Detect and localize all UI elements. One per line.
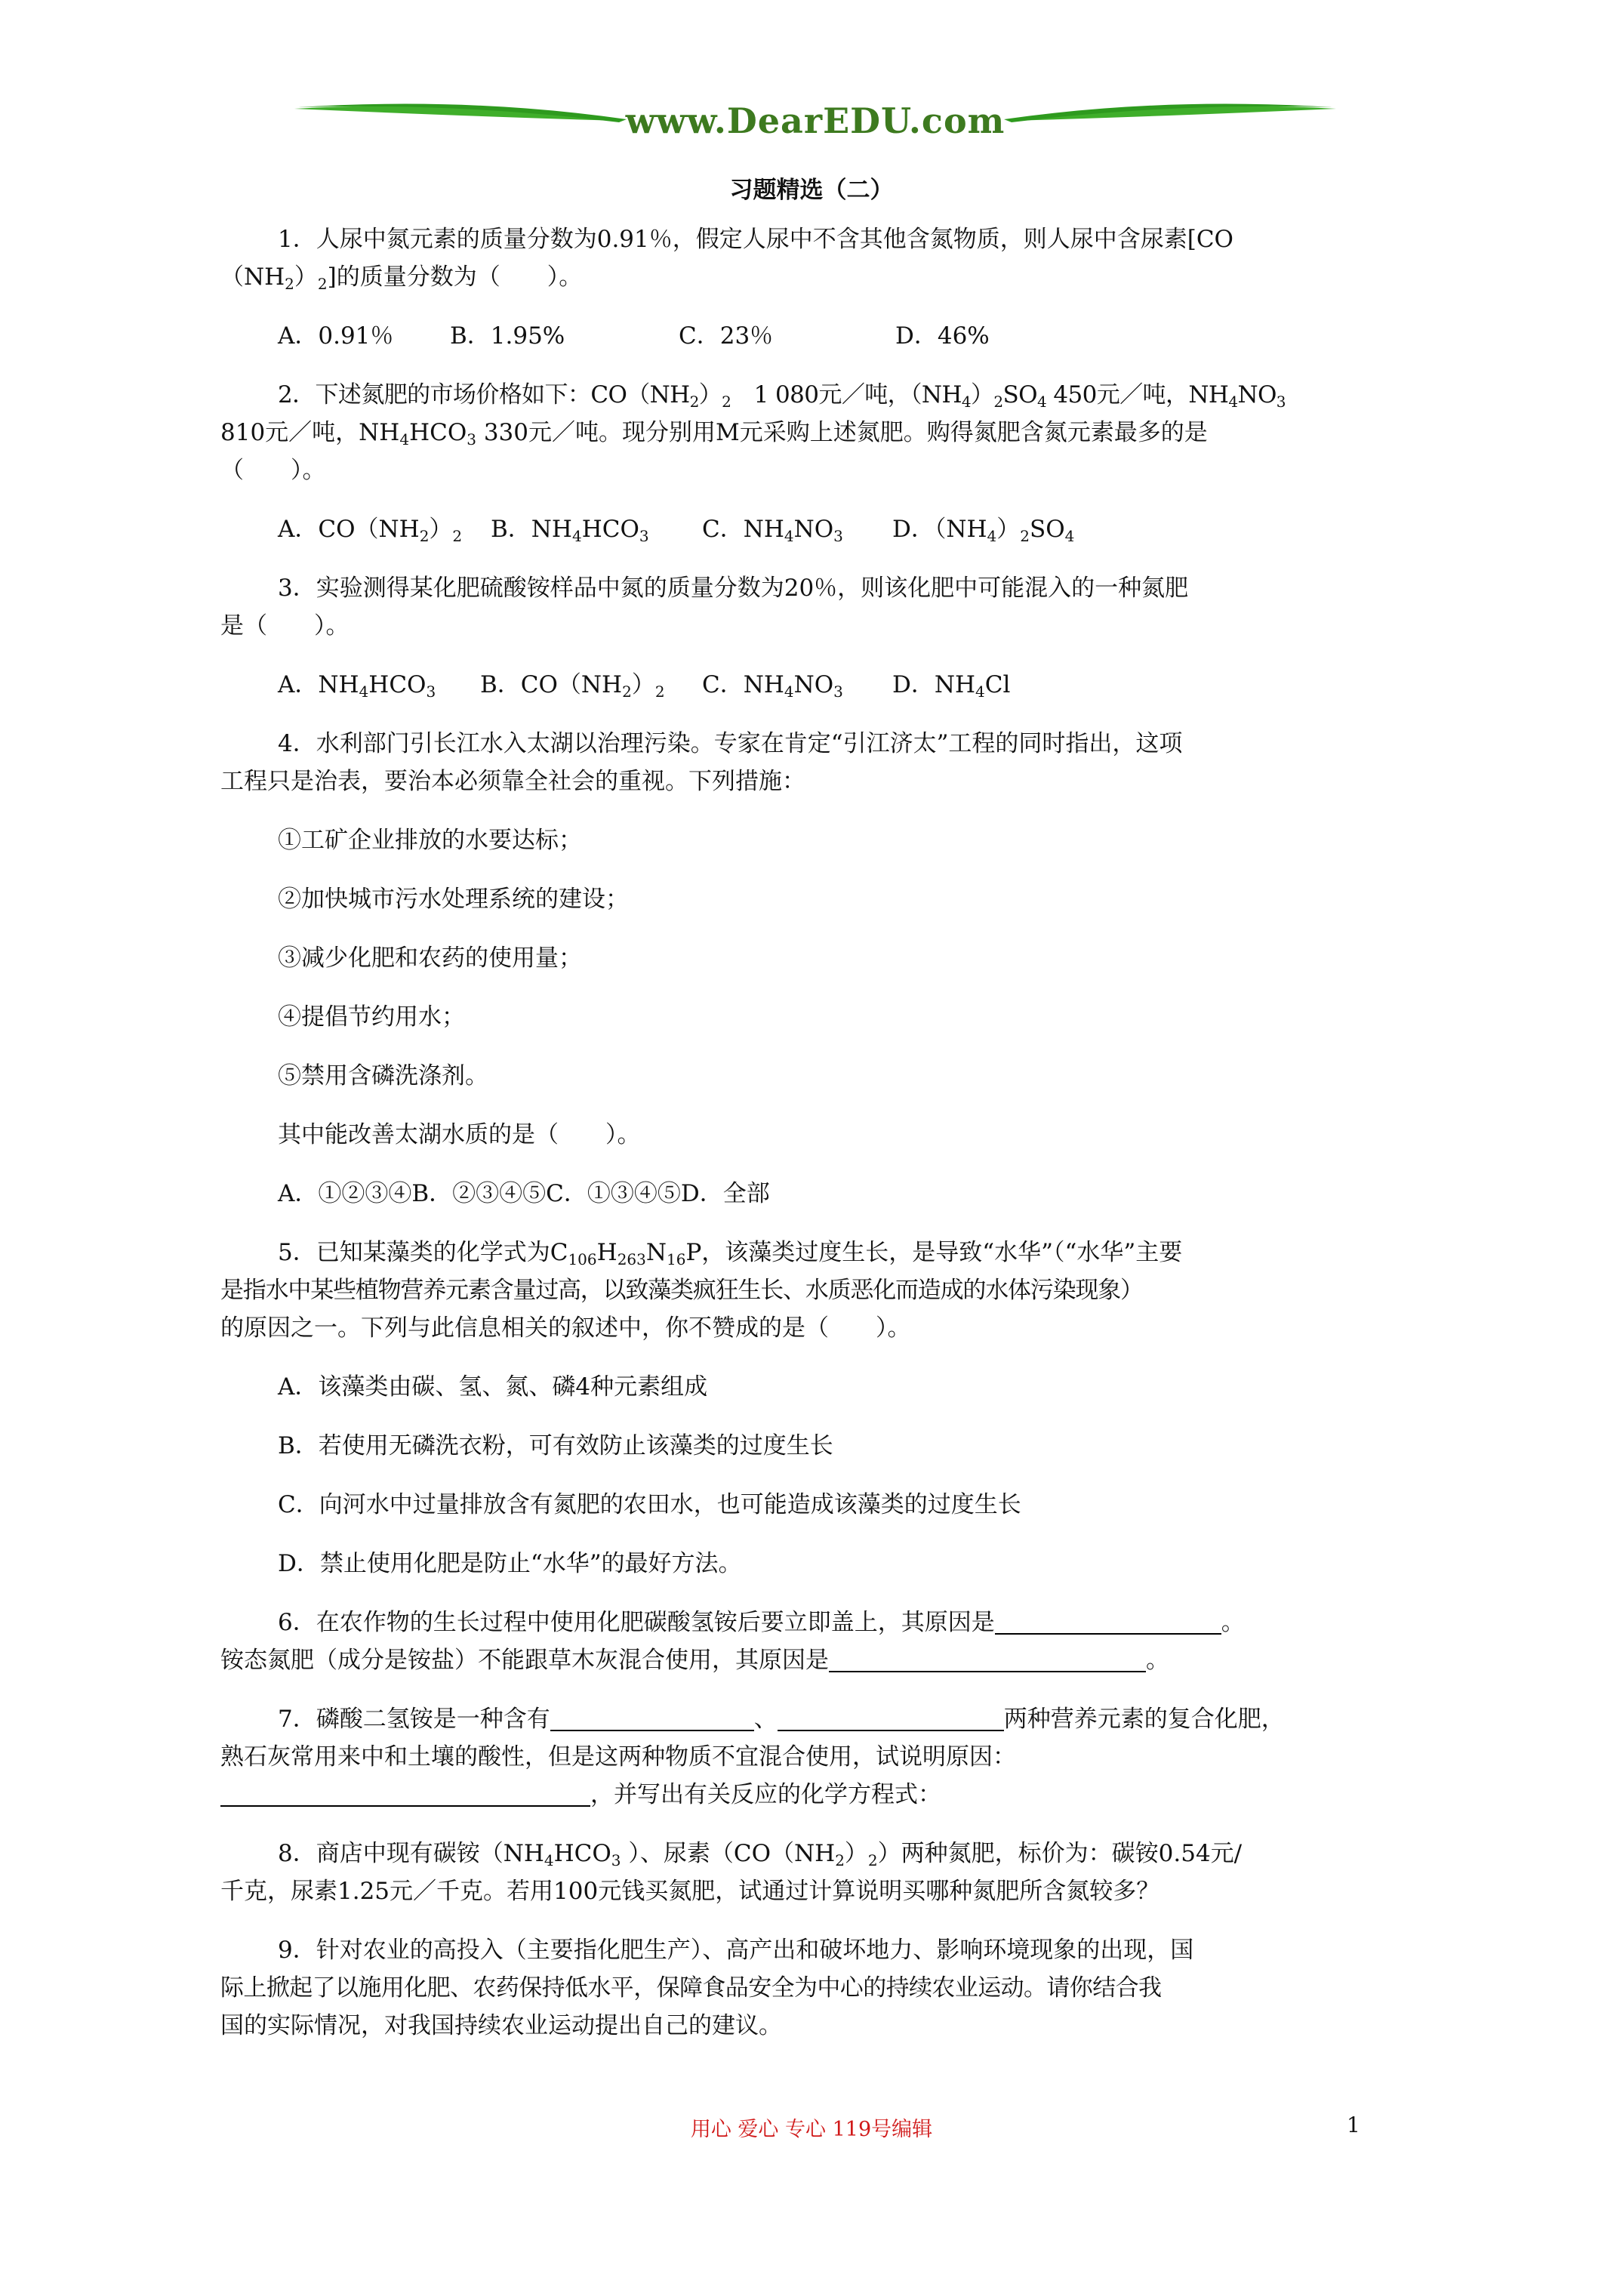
option-a: A．$NH_4HCO_3$ (278, 671, 436, 701)
option-d: D．$(NH_4)_2SO_4$ (892, 516, 1075, 545)
option-c: C．$NH_4NO_3$ (702, 671, 843, 701)
answer-blank[interactable] (995, 1607, 1221, 1635)
question-2-line-3: （ ）。 (220, 457, 326, 484)
question-2-line-2: 810元／吨，$NH_4HCO_3$ 330元／吨。现分别用M元采购上述氮肥。购得氮肥含氮元素最多的是 (220, 419, 1208, 448)
question-9 (220, 1931, 1417, 2045)
question-8 (220, 1835, 1417, 1910)
option-b: B．$CO(NH_2)_2$ (480, 671, 665, 701)
question-4-line-2: 工程只是治表，要治本必须靠全社会的重视。下列措施： (220, 768, 805, 795)
question-5-line-1: 5．已知某藻类的化学式为$C_{106}H_{263}N_{16}P$，该藻类过度生长，是导致“水华”（“水华”主要 (278, 1239, 1183, 1268)
site-logo: www.DearEDU.com (625, 100, 1006, 141)
question-3-line-2: 是（ ）。 (220, 612, 350, 639)
question-7-line-3: ，并写出有关反应的化学方程式： (220, 1776, 1417, 1814)
measure-2: ②加快城市污水处理系统的建设； (278, 886, 629, 913)
question-2 (220, 376, 1417, 548)
measure-1: ①工矿企业排放的水要达标； (278, 827, 582, 854)
question-3 (220, 569, 1417, 704)
option-b: B．1.95% (450, 322, 565, 350)
answer-blank[interactable] (778, 1704, 1004, 1731)
option-c: C．23％ (679, 322, 774, 350)
option-d: D．46% (895, 322, 990, 350)
question-1-line-1: 1．人尿中氮元素的质量分数为0.91％，假定人尿中不含其他含氮物质，则人尿中含尿素[CO (278, 226, 1233, 253)
question-7-line-1: 7．磷酸二氢铵是一种含有 、 两种营养元素的复合化肥， (278, 1706, 1285, 1733)
option-b: B．若使用无磷洗衣粉，可有效防止该藻类的过度生长 (278, 1432, 833, 1459)
option-a: A．0.91％ (278, 322, 394, 350)
question-1-options (220, 317, 1417, 355)
option-a: A．该藻类由碳、氢、氮、磷4种元素组成 (278, 1373, 708, 1401)
question-7 (220, 1700, 1417, 1814)
answer-blank[interactable] (550, 1704, 754, 1731)
question-8-line-1: 8．商店中现有碳铵（$NH_4HCO_3$ ）、尿素$(CO(NH_2)_2)$两种氮肥，标价为：碳铵0.54元/ (278, 1840, 1243, 1869)
question-4-line-1: 4．水利部门引长江水入太湖以治理污染。专家在肯定“引江济太”工程的同时指出，这项 (278, 730, 1183, 757)
page-number: 1 (1347, 2113, 1360, 2137)
measure-5: ⑤禁用含磷洗涤剂。 (278, 1062, 488, 1089)
page-footer: 用心 爱心 专心 119号编辑 (690, 2118, 933, 2141)
option-c: C．$NH_4NO_3$ (702, 516, 843, 545)
option-c: C．向河水中过量排放含有氮肥的农田水，也可能造成该藻类的过度生长 (278, 1491, 1021, 1518)
document-title: 习题精选（二） (729, 177, 894, 204)
question-1 (220, 220, 1417, 355)
option-d: D．禁止使用化肥是防止“水华”的最好方法。 (278, 1550, 742, 1577)
site-header (294, 98, 1336, 143)
question-4-ask: 其中能改善太湖水质的是（ ）。 (278, 1121, 641, 1148)
question-5 (220, 1234, 1417, 1583)
question-7-line-2: 熟石灰常用来中和土壤的酸性，但是这两种物质不宜混合使用，试说明原因： (220, 1743, 1016, 1771)
exercise-list (220, 220, 1417, 2045)
question-4 (220, 725, 1417, 1213)
option-d: D．$NH_4Cl$ (892, 671, 1011, 701)
answer-blank[interactable] (829, 1645, 1146, 1672)
option-b: B．$NH_4HCO_3$ (491, 516, 649, 545)
question-8-line-2: 千克，尿素1.25元／千克。若用100元钱买氮肥，试通过计算说明买哪种氮肥所含氮较多？ (220, 1878, 1160, 1905)
measure-3: ③减少化肥和农药的使用量； (278, 945, 582, 972)
question-3-options (220, 666, 1417, 704)
question-6 (220, 1604, 1417, 1679)
question-4-options: A．①②③④B．②③④⑤C．①③④⑤D．全部 (278, 1180, 770, 1207)
question-9-line-1: 9．针对农业的高投入（主要指化肥生产）、高产出和破坏地力、影响环境现象的出现，国 (278, 1937, 1194, 1964)
question-5-line-2: 是指水中某些植物营养元素含量过高，以致藻类疯狂生长、水质恶化而造成的水体污染现象） (220, 1277, 1143, 1304)
question-9-line-3: 国的实际情况，对我国持续农业运动提出自己的建议。 (220, 2012, 782, 2039)
question-6-line-2: 铵态氮肥（成分是铵盐）不能跟草木灰混合使用，其原因是 。 (220, 1647, 1169, 1674)
question-2-line-1: 2．下述氮肥的市场价格如下：$CO(NH_2)_2$ 1 080元／吨，$(NH_4)_2SO_4$ 450元／吨，$NH_4NO_3$ (278, 381, 1286, 411)
question-9-line-2: 际上掀起了以施用化肥、农药保持低水平，保障食品安全为中心的持续农业运动。请你结合我 (220, 1974, 1162, 2002)
question-6-line-1: 6．在农作物的生长过程中使用化肥碳酸氢铵后要立即盖上，其原因是 。 (278, 1609, 1245, 1636)
question-2-options (220, 510, 1417, 548)
question-1-line-2: $(NH_2)_2$]的质量分数为（ ）。 (220, 264, 583, 293)
measure-4: ④提倡节约用水； (278, 1003, 465, 1031)
answer-blank[interactable] (220, 1780, 590, 1807)
question-5-line-3: 的原因之一。下列与此信息相关的叙述中，你不赞成的是（ ）。 (220, 1314, 911, 1342)
question-3-line-1: 3．实验测得某化肥硫酸铵样品中氮的质量分数为20％，则该化肥中可能混入的一种氮肥 (278, 575, 1189, 602)
option-a: A．$CO(NH_2)_2$ (278, 516, 463, 545)
